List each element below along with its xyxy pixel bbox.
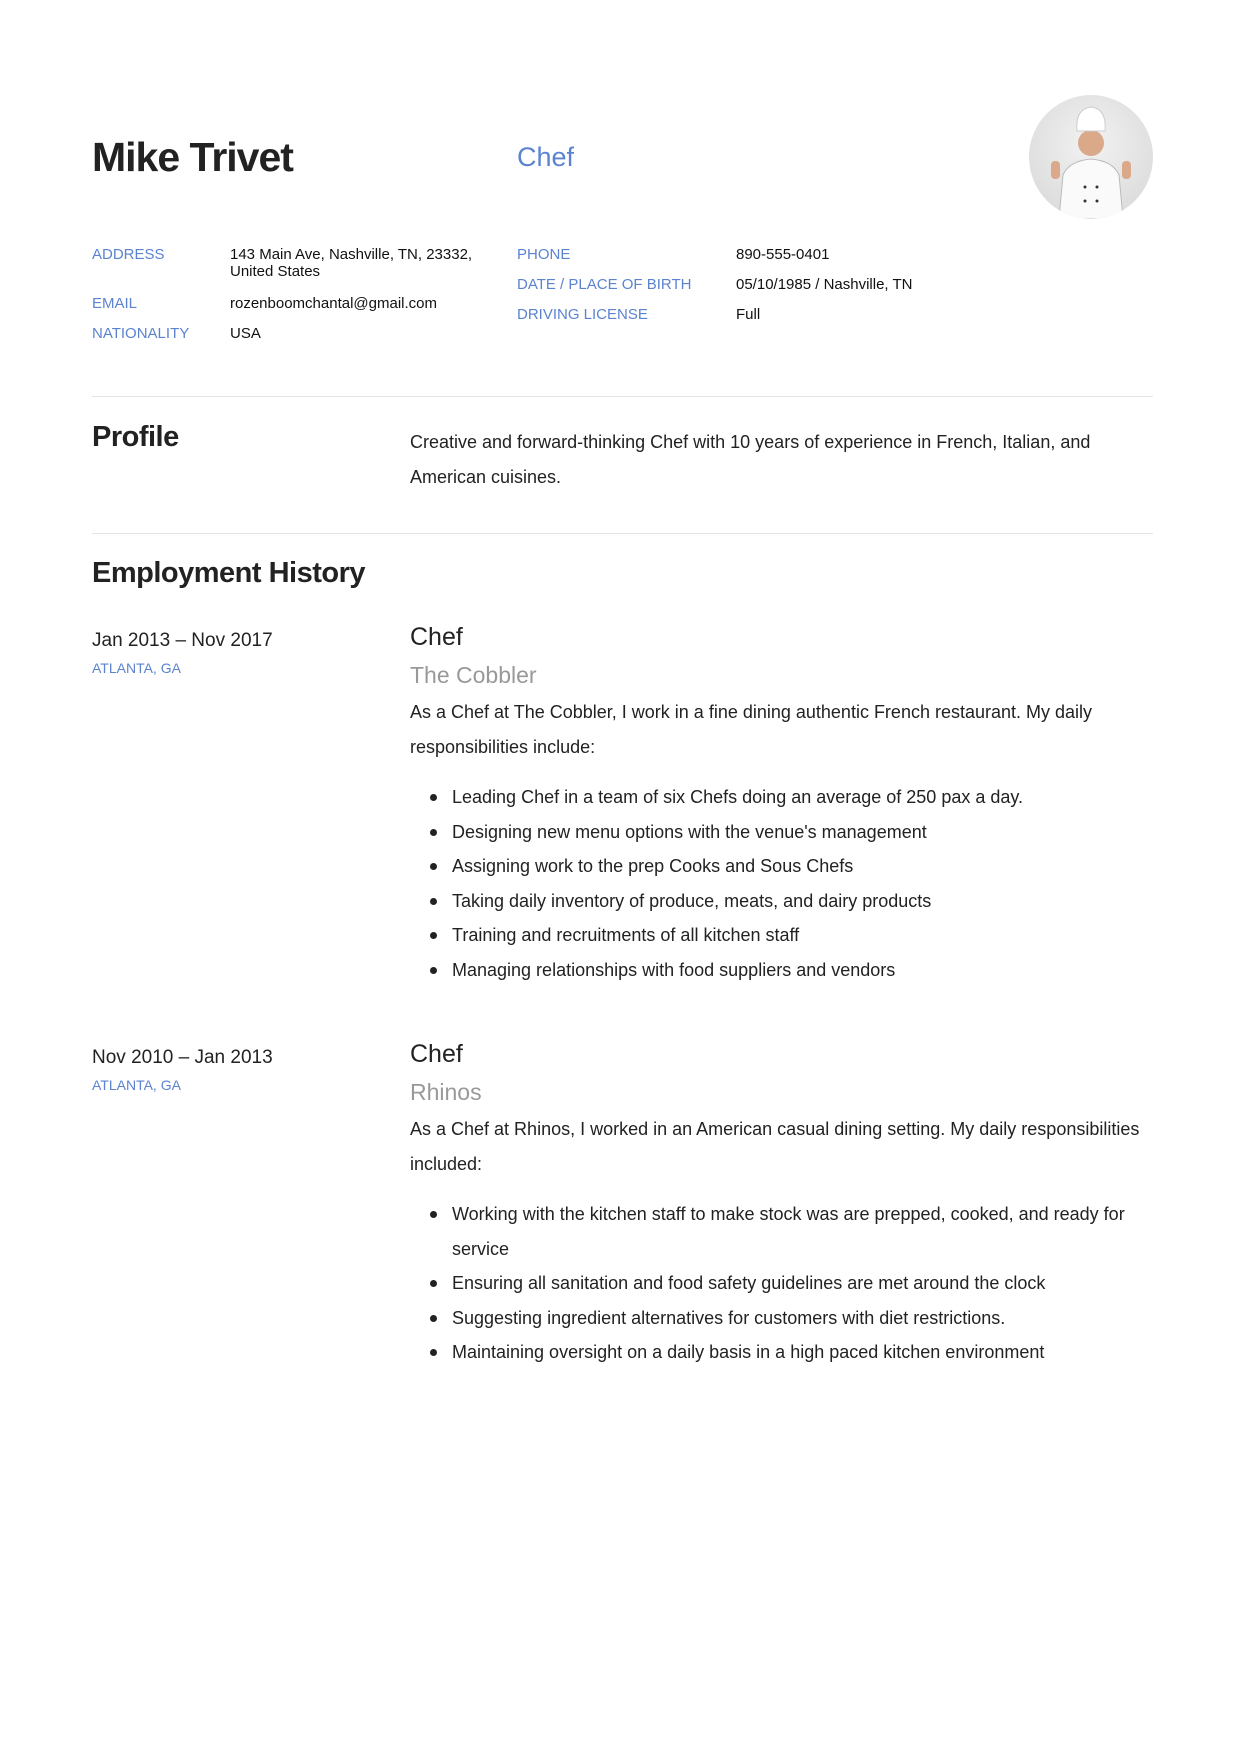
job-dates: Nov 2010 – Jan 2013 (92, 1047, 273, 1068)
phone-label: PHONE (517, 246, 571, 263)
responsibility-list (400, 780, 1155, 988)
address-label: ADDRESS (92, 246, 165, 263)
job-entry (410, 1040, 1155, 1370)
job-company: Rhinos (410, 1079, 482, 1105)
job-position: Chef (410, 1040, 463, 1068)
list-item: Taking daily inventory of produce, meats, and dairy products (400, 884, 1155, 919)
license-label: DRIVING LICENSE (517, 306, 648, 323)
list-item: Designing new menu options with the venue's management (400, 815, 1155, 850)
employment-heading: Employment History (92, 557, 365, 589)
profile-photo (1029, 95, 1153, 219)
job-company: The Cobbler (410, 662, 537, 688)
job-description: As a Chef at Rhinos, I worked in an American casual dining setting. My daily responsibilities included: (410, 1119, 1140, 1174)
job-description: As a Chef at The Cobbler, I work in a fine dining authentic French restaurant. My daily responsibilities include: (410, 702, 1093, 757)
responsibility-list (400, 1197, 1155, 1370)
divider (92, 533, 1153, 534)
phone-value: 890-555-0401 (736, 246, 830, 263)
list-item: Ensuring all sanitation and food safety guidelines are met around the clock (400, 1266, 1155, 1301)
job-dates: Jan 2013 – Nov 2017 (92, 630, 273, 651)
job-location: ATLANTA, GA (92, 1077, 181, 1093)
nationality-value: USA (230, 325, 261, 342)
email-label: EMAIL (92, 295, 138, 312)
birth-label: DATE / PLACE OF BIRTH (517, 276, 692, 293)
list-item: Maintaining oversight on a daily basis in a high paced kitchen environment (400, 1335, 1155, 1370)
license-value: Full (736, 306, 761, 323)
list-item: Suggesting ingredient alternatives for customers with diet restrictions. (400, 1301, 1155, 1336)
list-item: Leading Chef in a team of six Chefs doing an average of 250 pax a day. (400, 780, 1155, 815)
nationality-label: NATIONALITY (92, 325, 190, 342)
list-item: Training and recruitments of all kitchen staff (400, 918, 1155, 953)
list-item: Working with the kitchen staff to make stock was are prepped, cooked, and ready for service (400, 1197, 1155, 1266)
list-item: Managing relationships with food suppliers and vendors (400, 953, 1155, 988)
job-title: Chef (517, 142, 575, 172)
profile-text: Creative and forward-thinking Chef with 10 years of experience in French, Italian, and American cuisines. (410, 432, 1091, 487)
job-position: Chef (410, 623, 463, 651)
birth-value: 05/10/1985 / Nashville, TN (736, 276, 913, 293)
list-item: Assigning work to the prep Cooks and Sous Chefs (400, 849, 1155, 884)
address-value: 143 Main Ave, Nashville, TN, 23332, United States (230, 246, 473, 280)
divider (92, 396, 1153, 397)
job-entry (410, 623, 1155, 988)
profile-heading: Profile (92, 421, 179, 453)
candidate-name: Mike Trivet (92, 134, 293, 180)
job-location: ATLANTA, GA (92, 660, 181, 676)
email-value[interactable]: rozenboomchantal@gmail.com (230, 295, 437, 312)
